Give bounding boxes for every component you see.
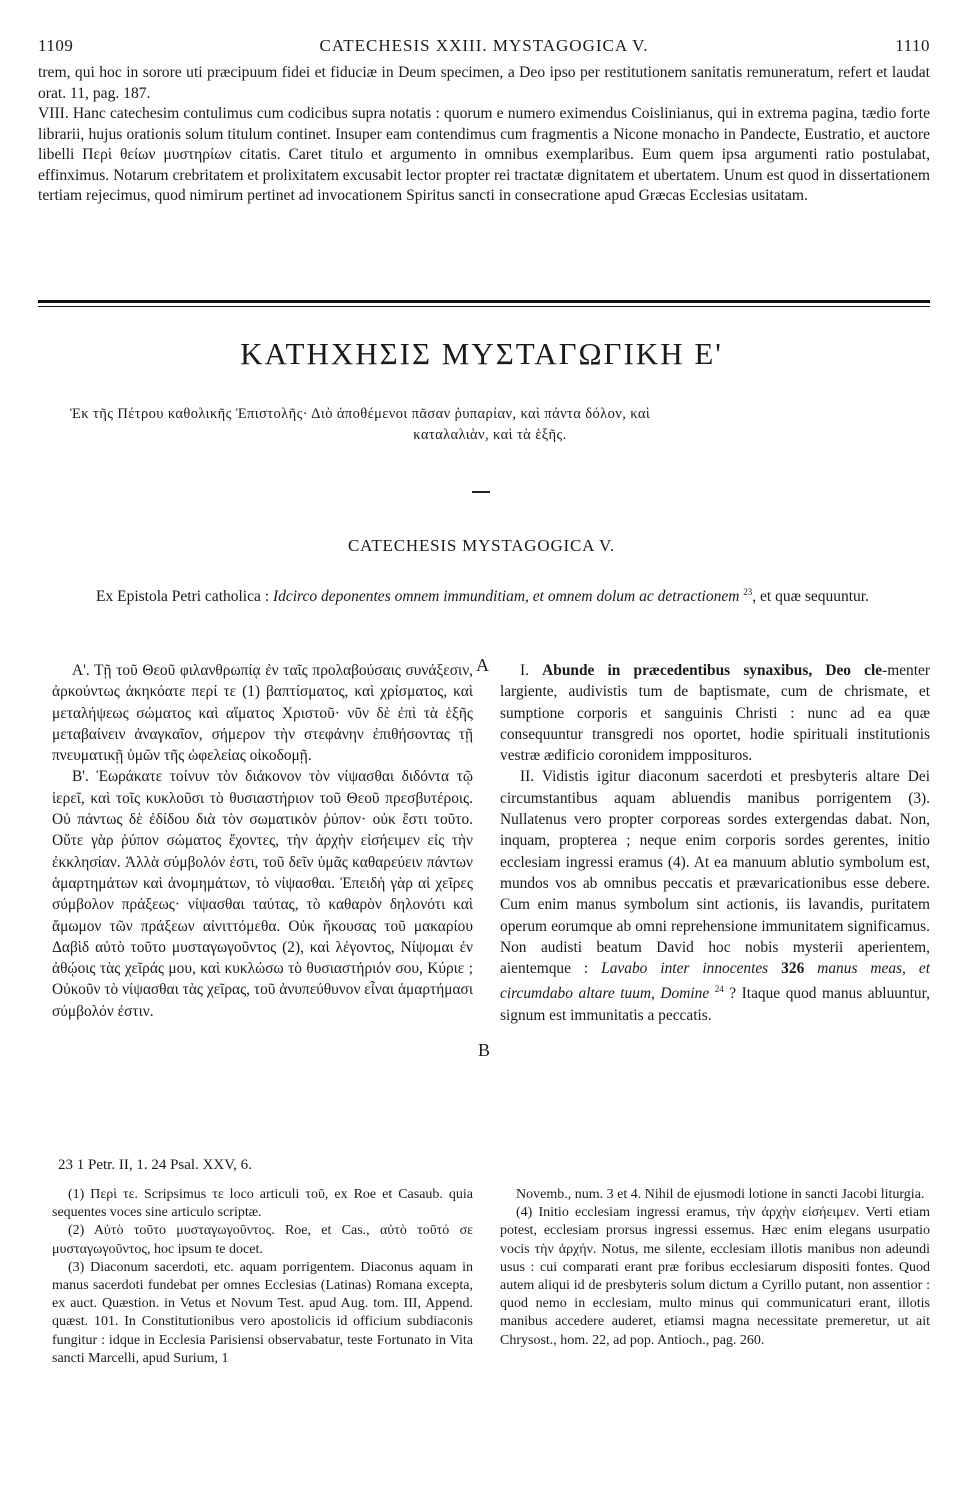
latin-subtitle — [60, 583, 905, 606]
greek-paragraph: Α'. Τῇ τοῦ Θεοῦ φιλανθρωπίᾳ ἐν ταῖς προλαβούσαις συνάξεσιν, ἀρκούντως ἀκηκόατε περί τε (1) βαπτίσματος, καὶ χρίσματος, καὶ μεταλήψεως σώματος καὶ αἵματος Χριστοῦ· νῦν δὲ ἐπὶ τὰ ἑξῆς μεταβαίνειν ἀναγκαῖον, σήμερον τὴν στεφάνην ἐπιθήσοντας τῇ πνευματικῇ ὑμῶν τῆς ὠφελείας οἰκοδομῇ. — [52, 662, 473, 765]
margin-marker-a: A — [476, 655, 489, 675]
footnotes-left — [52, 1186, 473, 1368]
latin-paragraph-1-text: menter largiente, audivistis tum de baptismate, cum de chrismate, et sumptione corporis et sanguinis Christi : nunc ad ea quæ consequuntur transgredi nos oportet, hodie spirituali institutionis vestræ ædificio coronidem impposituros. — [500, 662, 930, 765]
psalm-quote-part-1: Lavabo inter innocentes — [601, 960, 769, 978]
greek-subtitle-line-2: καταλαλιὰν, καὶ τὰ ἑξῆς. — [413, 427, 567, 443]
psalm-ref: 24 — [714, 984, 724, 995]
latin-title: CATECHESIS MYSTAGOGICA V. — [348, 536, 615, 555]
running-title: CATECHESIS XXIII. MYSTAGOGICA V. — [319, 36, 649, 55]
latin-column — [500, 660, 930, 1026]
separator-dash — [472, 491, 490, 493]
greek-subtitle-line-1: Ἐκ τῆς Πέτρου καθολικῆς Ἐπιστολῆς· Διὸ ἀποθέμενοι πᾶσαν ῥυπαρίαν, καὶ πάντα δόλον, καὶ — [70, 406, 651, 422]
footnote: (4) Initio ecclesiam ingressi eramus, τὴν ἀρχὴν εἰσήειμεν. Verti etiam potest, ecclesiam prorsus ingressi essemus. Hæc enim elegans usurpatio vocis τὴν ἀρχήν. Notus, me silente, ecclesiam illotis manibus non adeundi usus : cui comparati erant præ foribus ecclesiarum dispositi fontes. Quod autem aliqui id de presbyteris solum dictum a Cyrillo putant, non assentior : quod nemo in ecclesiam, multo minus qui communicaturi erant, illotis manibus accedere auderet, etiamsi magna necessitate premeretur, ut ait Chrysost., hom. 22, ad pop. Antioch., pag. 260. — [500, 1205, 930, 1348]
psalm-quote-part-2: manus meas, et circumdabo altare tuum, Domine — [500, 960, 930, 1003]
section-rule-thick — [38, 300, 930, 303]
greek-subtitle — [70, 404, 910, 446]
introduction-text — [38, 63, 930, 207]
latin-paragraph-1: I. Abunde in præcedentibus synaxibus, Deo cle-menter largiente, audivistis tum de baptismate, cum de chrismate, et sumptione corporis et sanguinis Christi : nunc ad ea quæ consequuntur transgredi nos oportet, hodie spirituali institutionis vestræ ædificio coronidem impposituros. — [500, 662, 930, 765]
intro-paragraph: trem, qui hoc in sorore uti præcipuum fidei et fiduciæ in Deum specimen, a Deo ipso per restitutionem sanitatis remuneratum, refert et laudat orat. 11, pag. 187. — [38, 64, 930, 102]
footnote: (2) Αὐτὸ τοῦτο μυσταγωγοῦντος. Roe, et Cas., αὐτὸ τοῦτό σε μυσταγωγοῦντος, hoc ipsum te docet. — [52, 1223, 473, 1257]
latin-subtitle-tail: , et quæ sequuntur. — [752, 588, 869, 606]
column-number: 326 — [781, 960, 805, 978]
footnotes-right — [500, 1186, 930, 1350]
greek-column — [52, 660, 473, 1022]
section-rule-thin — [38, 306, 930, 307]
footnote: (1) Περὶ τε. Scripsimus τε loco articuli τοῦ, ex Roe et Casaub. quia sequentes voces sine articulo scriptæ. — [52, 1187, 473, 1221]
margin-marker-b: B — [478, 1040, 491, 1060]
intro-paragraph: VIII. Hanc catechesim contulimus cum codicibus supra notatis : quorum e numero eximendus Coislinianus, qui in extrema pagina, tædio forte librarii, hujus orationis solum titulum continet. Insuper eam contendimus cum fragmentis a Nicone monacho in Pandecte, Eustratio, et auctore libelli Περὶ θείων μυστηρίων citatis. Caret titulo et argumento in omnibus exemplaribus. Eum quem ipsa argumenti ratio postulabat, effinximus. Notarum crebritatem et prolixitatem excusabit lector propter rei tractatæ dignitatem et ubertatem. Unum est quod in dissertationem tertiam rejecimus, quod nimirum pertinet ad invocationem Spiritus sancti in consecratione apud Græcas Ecclesias usitatam. — [38, 105, 930, 204]
greek-paragraph: Β'. Ἑωράκατε τοίνυν τὸν διάκονον τὸν νίψασθαι διδόντα τῷ ἱερεῖ, καὶ τοῖς κυκλοῦσι τὸ θυσιαστήριον τοῦ Θεοῦ πρεσβυτέροις. Οὐ πάντως δὲ ἐδίδου διὰ τὸν σωματικὸν ῥύπον· οὐκ ἔστι τοῦτο. Οὔτε γὰρ ῥύπον σώματος ἔχοντες, τὴν ἀρχὴν εἰσήειμεν εἰς τὴν ἐκκλησίαν. Ἀλλὰ σύμβολόν ἐστι, τοῦ δεῖν ὑμᾶς καθαρεύειν πάντων ἁμαρτημάτων καὶ ἀνομημάτων, τὸ νίψασθαι. Ἐπειδὴ γὰρ αἱ χεῖρες σύμβολον πράξεως· νίψασθαι ταύτας, τὸ καθαρὸν δηλονότι καὶ ἄμωμον τῶν πράξεων αἰνιττόμεθα. Οὐκ ἤκουσας τοῦ μακαρίου Δαβὶδ αὐτὸ τοῦτο μυσταγωγοῦντος (2), καὶ λέγοντος, Νίψομαι ἐν ἀθῴοις τὰς χεῖράς μου, καὶ κυκλώσω τὸ θυσιαστήριόν σου, Κύριε ; Οὐκοῦν τὸ νίψασθαι τὰς χεῖρας, τοῦ ἀνυπεύθυνον εἶναι ἁμαρτήμασι σύμβολόν ἐστιν. — [52, 768, 473, 1020]
footnote: Novemb., num. 3 et 4. Nihil de ejusmodi lotione in sancti Jacobi liturgia. — [516, 1187, 925, 1202]
paragraph-number: I. — [520, 662, 529, 679]
latin-subtitle-ref: 23 — [743, 587, 753, 597]
greek-title: ΚΑΤΗΧΗΣΙΣ ΜΥΣΤΑΓΩΓΙΚΗ Ε' — [240, 336, 723, 371]
footnote: (3) Diaconum sacerdoti, etc. aquam porrigentem. Diaconus aquam in manus sacerdoti fundebat per omnes Ecclesias (Latinas) Romana excepta, ex auct. Quæstion. in Vetus et Novum Test. apud Aug. tom. III, Append. quæst. 101. In Constitutionibus vero apostolicis id officium subdiaconis fungitur : idque in Ecclesia Parisiensi observabatur, teste Fortunato in Vita sancti Marcelli, apud Surium, 1 — [52, 1259, 473, 1366]
page-number-left: 1109 — [38, 36, 74, 55]
latin-paragraph-1-lead: Abunde in præcedentibus synaxibus, Deo cle — [542, 662, 883, 679]
scripture-references: 23 1 Petr. II, 1. 24 Psal. XXV, 6. — [58, 1157, 252, 1173]
page-number-right: 1110 — [895, 36, 930, 55]
latin-paragraph-2-text: II. Vidistis igitur diaconum sacerdoti et presbyteris altare Dei circumstantibus aquam abluendis manibus porrigentem (3). Nullatenus vero propter corporeas sordes extergendas dabat. Non, inquam, propterea ; neque enim corporis sordes gerentes, initio ecclesiam ingressi eramus (4). At ea manuum ablutio symbolum est, mundos vos ab omnibus peccatis et prævaricationibus esse debere. Cum enim manus symbolum sint actionis, iis lavandis, puritatem operum eorumque ab omni reprehensione immunitatem significamus. Non audisti beatum David hoc nobis mysterii aperientem, aientemque : — [500, 768, 930, 978]
latin-paragraph-2-tail: ? Itaque quod manus abluuntur, signum est immunitatis a peccatis. — [500, 985, 930, 1024]
latin-paragraph-2 — [500, 766, 930, 1026]
latin-subtitle-lead: Ex Epistola Petri catholica : — [96, 588, 273, 606]
running-header — [38, 36, 930, 58]
latin-subtitle-quote: Idcirco deponentes omnem immunditiam, et omnem dolum ac detractionem — [272, 588, 740, 606]
